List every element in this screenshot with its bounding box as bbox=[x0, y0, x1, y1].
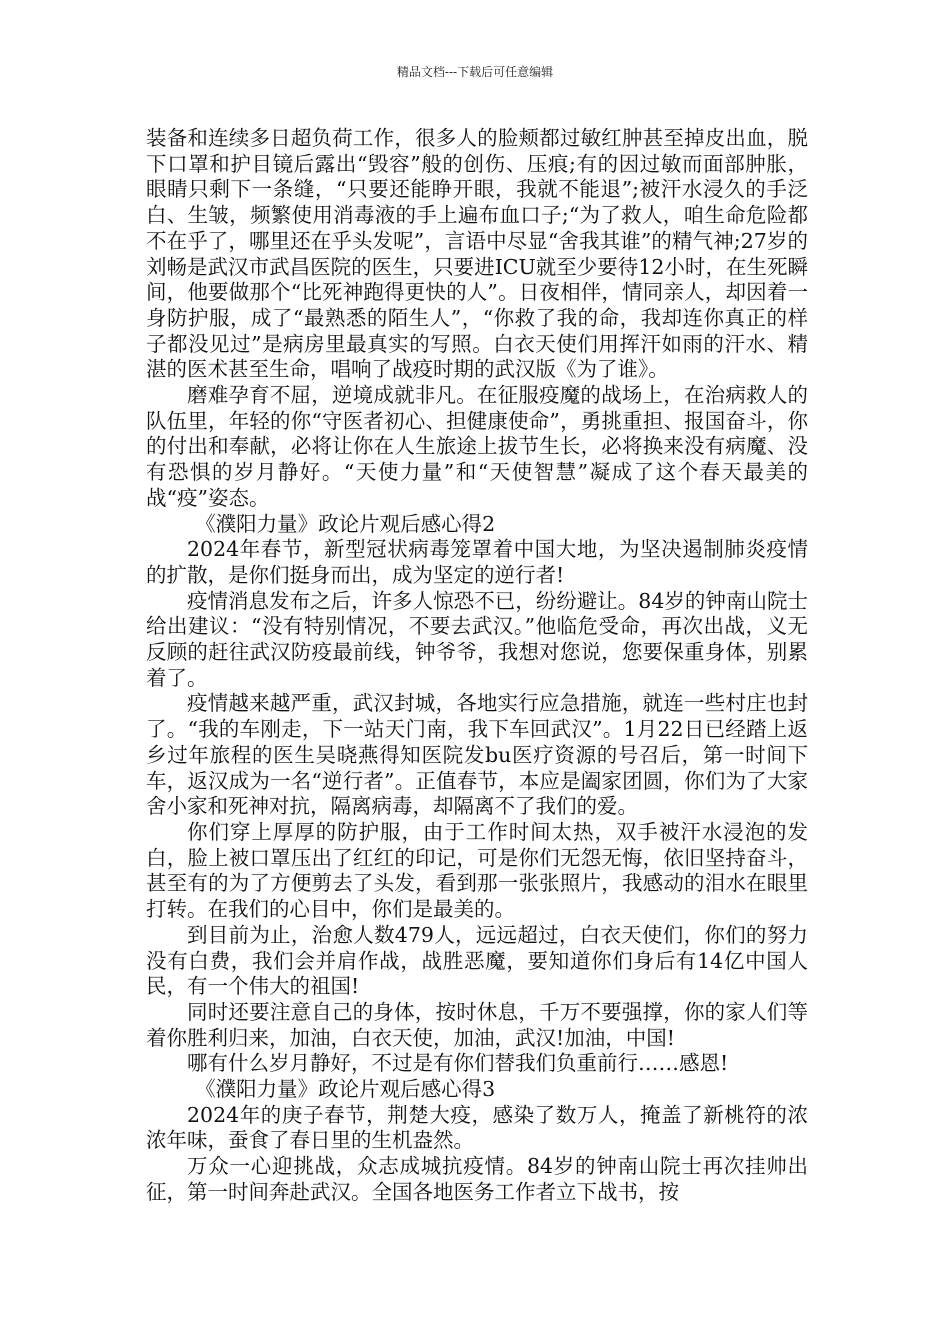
section-title-3: 《濮阳力量》政论片观后感心得3 bbox=[195, 1077, 496, 1102]
paragraph-9: 哪有什么岁月静好，不过是有你们替我们负重前行……感恩! bbox=[187, 1051, 729, 1076]
paragraph-1: 装备和连续多日超负荷工作，很多人的脸颊都过敏红肿甚至掉皮出血，脱下口罩和护目镜后露出“毁容”般的创伤、压痕;有的因过敏而面部肿胀，眼睛只剩下一条缝，“只要还能睁开眼，我就不能退”;被汗水浸久的手泛白、生皱，频繁使用消毒液的手上遍布血口子;“为了救人，咱生命危险都不在乎了，哪里还在乎头发呢”，言语中尽显“舍我其谁”的精气神;27岁的刘畅是武汉市武昌医院的医生，只要进ICU就至少要待12小时，在生死瞬间，他要做那个“比死神跑得更快的人”。日夜相伴，情同亲人，却因着一身防护服，成了“最熟悉的陌生人”，“你救了我的命，我却连你真正的样子都没见过”是病房里最真实的写照。白衣天使们用挥汗如雨的汗水、精湛的医术甚至生命，唱响了战疫时期的武汉版《为了谁》。 bbox=[146, 126, 808, 382]
paragraph-4: 疫情消息发布之后，许多人惊恐不已，纷纷避让。84岁的钟南山院士给出建议：“没有特别情况，不要去武汉。”他临危受命，再次出战，义无反顾的赶往武汉防疫最前线，钟爷爷，我想对您说，您要保重身体，别累着了。 bbox=[146, 588, 808, 690]
section-title-2: 《濮阳力量》政论片观后感心得2 bbox=[195, 511, 496, 536]
article-body bbox=[146, 126, 808, 1206]
paragraph-6: 你们穿上厚厚的防护服，由于工作时间太热，双手被汗水浸泡的发白，脸上被口罩压出了红红的印记，可是你们无怨无悔，依旧坚持奋斗，甚至有的为了方便剪去了头发，看到那一张张照片，我感动的泪水在眼里打转。在我们的心目中，你们是最美的。 bbox=[146, 819, 808, 922]
paragraph-10: 2024年的庚子春节，荆楚大疫，感染了数万人，掩盖了新桃符的浓浓年味，蚕食了春日里的生机盎然。 bbox=[146, 1102, 808, 1153]
paragraph-11: 万众一心迎挑战，众志成城抗疫情。84岁的钟南山院士再次挂帅出征，第一时间奔赴武汉。全国各地医务工作者立下战书，按 bbox=[146, 1154, 808, 1204]
paragraph-5: 疫情越来越严重，武汉封城，各地实行应急措施，就连一些村庄也封了。“我的车刚走，下一站天门南，我下车回武汉”。1月22日已经踏上返乡过年旅程的医生吴晓燕得知医院发bu医疗资源的号召后，第一时间下车，返汉成为一名“逆行者”。正值春节，本应是阖家团圆，你们为了大家舍小家和死神对抗，隔离病毒，却隔离不了我们的爱。 bbox=[146, 691, 808, 819]
paragraph-7: 到目前为止，治愈人数479人，远远超过，白衣天使们，你们的努力没有白费，我们会并肩作战，战胜恶魔，要知道你们身后有14亿中国人民，有一个伟大的祖国! bbox=[146, 922, 808, 999]
paragraph-3: 2024年春节，新型冠状病毒笼罩着中国大地，为坚决遏制肺炎疫情的扩散，是你们挺身而出，成为坚定的逆行者! bbox=[146, 537, 808, 587]
page-header: 精品文档---下载后可任意编辑 bbox=[396, 65, 554, 79]
paragraph-2: 磨难孕育不屈，逆境成就非凡。在征服疫魔的战场上，在治病救人的队伍里，年轻的你“守医者初心、担健康使命”，勇挑重担、报国奋斗，你的付出和奉献，必将让你在人生旅途上拔节生长，必将换来没有病魔、没有恐惧的岁月静好。“天使力量”和“天使智慧”凝成了这个春天最美的战“疫”姿态。 bbox=[146, 383, 808, 510]
paragraph-8: 同时还要注意自己的身体，按时休息，千万不要强撑，你的家人们等着你胜利归来，加油，白衣天使，加油，武汉!加油，中国! bbox=[146, 999, 808, 1050]
